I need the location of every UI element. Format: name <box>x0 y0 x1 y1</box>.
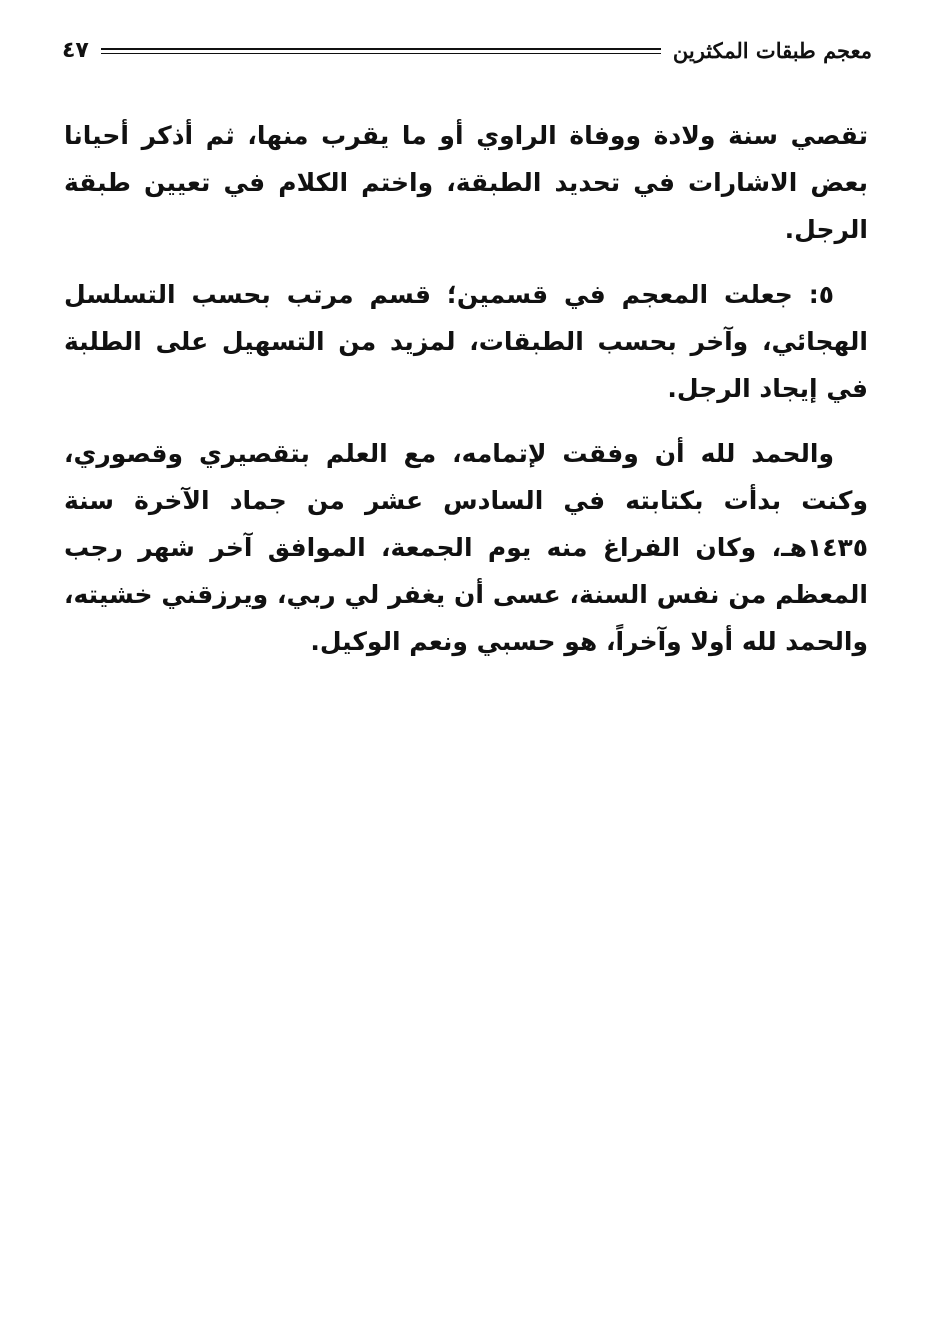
body-text <box>64 112 868 683</box>
paragraph-2: ٥: جعلت المعجم في قسمين؛ قسم مرتب بحسب التسلسل الهجائي، وآخر بحسب الطبقات، لمزيد من التسهيل على الطلبة في إيجاد الرجل. <box>64 280 868 403</box>
header-rule <box>101 48 661 54</box>
page-number: ٤٧ <box>62 37 89 63</box>
paragraph-1: تقصي سنة ولادة ووفاة الراوي أو ما يقرب منها، ثم أذكر أحيانا بعض الاشارات في تحديد الطبقة، واختم الكلام في تعيين طبقة الرجل. <box>64 121 868 244</box>
paragraph-3: والحمد لله أن وفقت لإتمامه، مع العلم بتقصيري وقصوري، وكنت بدأت بكتابته في السادس عشر من جماد الآخرة سنة ١٤٣٥هـ، وكان الفراغ منه يوم الجمعة، الموافق آخر شهر رجب المعظم من نفس السنة، عسى أن يغفر لي ربي، ويرزقني خشيته، والحمد لله أولا وآخراً، هو حسبي ونعم الوكيل. <box>64 439 868 656</box>
running-header <box>62 30 872 70</box>
header-title: معجم طبقات المكثرين <box>672 37 872 63</box>
